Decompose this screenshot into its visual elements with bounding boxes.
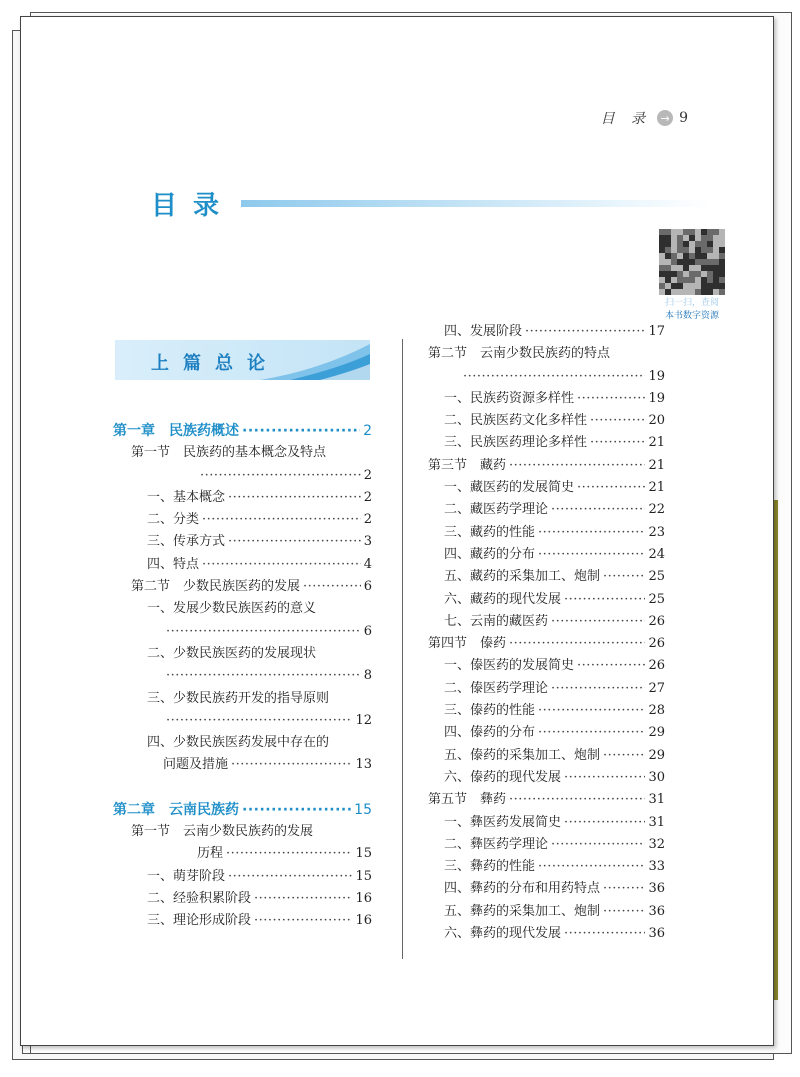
toc-entry-page: 4 <box>363 556 372 572</box>
toc-entry-page: 31 <box>648 792 665 808</box>
toc-entry-page: 22 <box>648 502 665 518</box>
toc-entry-item[interactable] <box>113 643 372 665</box>
toc-entry-item[interactable] <box>410 544 665 566</box>
toc-entry-title: 三、理论形成阶段 <box>147 913 252 929</box>
toc-entry-title: 一、发展少数民族医药的意义 <box>147 601 317 617</box>
toc-entry-item[interactable] <box>410 432 665 454</box>
toc-entry-title: 第二节 云南少数民族药的特点 <box>428 346 611 362</box>
toc-entry-cont-item[interactable] <box>113 710 372 732</box>
toc-entry-item[interactable] <box>410 321 665 343</box>
toc-entry-item[interactable] <box>113 910 372 932</box>
toc-entry-cont-item[interactable] <box>410 366 665 388</box>
toc-entry-cont-section[interactable] <box>113 465 372 487</box>
toc-entry-item[interactable] <box>410 566 665 588</box>
toc-entry-title: 第五节 彝药 <box>428 792 507 808</box>
toc-entry-title: 一、民族药资源多样性 <box>444 390 575 406</box>
dot-leader <box>603 878 645 900</box>
part-banner <box>115 340 370 380</box>
toc-entry-page: 8 <box>363 668 372 684</box>
toc-entry-title: 第一节 民族药的基本概念及特点 <box>131 445 327 461</box>
toc-entry-item[interactable] <box>410 611 665 633</box>
toc-entry-page: 26 <box>648 658 665 674</box>
running-header <box>601 108 688 128</box>
title-decoration-bar <box>241 200 711 207</box>
toc-entry-title: 四、彝药的分布和用药特点 <box>444 881 601 897</box>
toc-entry-title: 二、少数民族医药的发展现状 <box>147 645 317 661</box>
toc-entry-title: 七、云南的藏医药 <box>444 613 549 629</box>
toc-entry-cont-item[interactable] <box>113 665 372 687</box>
dot-leader <box>590 432 645 454</box>
dot-leader <box>166 710 352 732</box>
toc-spacer <box>113 777 372 799</box>
toc-entry-item[interactable] <box>113 598 372 620</box>
toc-entry-title: 第三节 藏药 <box>428 457 507 473</box>
dot-leader <box>525 321 645 343</box>
toc-entry-cont-item[interactable] <box>113 621 372 643</box>
toc-entry-page: 16 <box>355 890 372 906</box>
toc-entry-page: 25 <box>648 591 665 607</box>
toc-entry-section[interactable] <box>410 343 665 365</box>
toc-entry-title: 四、傣药的分布 <box>444 725 536 741</box>
toc-entry-title: 第一章 民族药概述 <box>113 423 239 439</box>
toc-entry-page: 36 <box>648 903 665 919</box>
dot-leader <box>228 531 361 553</box>
dot-leader <box>228 866 352 888</box>
toc-entry-title: 六、傣药的现代发展 <box>444 769 562 785</box>
column-divider <box>402 339 403 959</box>
toc-entry-item[interactable] <box>410 878 665 900</box>
dot-leader <box>166 621 361 643</box>
toc-entry-title: 二、藏医药学理论 <box>444 502 549 518</box>
toc-entry-section[interactable] <box>410 455 665 477</box>
toc-entry-page: 32 <box>648 836 665 852</box>
toc-entry-item[interactable] <box>113 732 372 754</box>
dot-leader <box>564 589 645 611</box>
dot-leader <box>242 420 360 442</box>
dot-leader <box>577 388 645 410</box>
toc-entry-title: 三、傣药的性能 <box>444 703 536 719</box>
toc-entry-chapter[interactable] <box>113 799 372 821</box>
toc-entry-page: 15 <box>355 868 372 884</box>
toc-entry-title: 二、民族医药文化多样性 <box>444 413 588 429</box>
toc-entry-item[interactable] <box>410 722 665 744</box>
toc-entry-page: 2 <box>363 467 372 483</box>
toc-entry-item[interactable] <box>113 509 372 531</box>
toc-entry-page: 2 <box>363 423 372 439</box>
toc-entry-item[interactable] <box>410 745 665 767</box>
toc-entry-page: 26 <box>648 613 665 629</box>
toc-entry-page: 25 <box>648 569 665 585</box>
dot-leader <box>509 633 645 655</box>
toc-entry-title: 三、民族医药理论多样性 <box>444 435 588 451</box>
toc-entry-page: 13 <box>355 757 372 773</box>
dot-leader <box>231 754 352 776</box>
dot-leader <box>603 745 645 767</box>
toc-entry-page: 31 <box>648 814 665 830</box>
toc-entry-title: 历程 <box>197 846 224 862</box>
dot-leader <box>202 554 361 576</box>
toc-entry-page: 29 <box>648 725 665 741</box>
toc-entry-item[interactable] <box>410 388 665 410</box>
toc-entry-title: 五、藏药的采集加工、炮制 <box>444 569 601 585</box>
toc-entry-title: 六、彝药的现代发展 <box>444 926 562 942</box>
toc-entry-title: 三、藏药的性能 <box>444 524 536 540</box>
dot-leader <box>509 789 645 811</box>
dot-leader <box>254 888 352 910</box>
toc-entry-title: 三、少数民族药开发的指导原则 <box>147 690 330 706</box>
qr-code-icon[interactable] <box>659 229 725 295</box>
dot-leader <box>551 834 645 856</box>
toc-entry-item[interactable] <box>113 531 372 553</box>
toc-entry-title: 二、经验积累阶段 <box>147 890 252 906</box>
toc-entry-page: 19 <box>648 390 665 406</box>
toc-entry-page: 36 <box>648 881 665 897</box>
toc-entry-title: 三、传承方式 <box>147 534 226 550</box>
toc-entry-page: 26 <box>648 636 665 652</box>
toc-left-column <box>113 420 372 933</box>
dot-leader <box>603 566 645 588</box>
toc-entry-item[interactable] <box>410 477 665 499</box>
dot-leader <box>226 843 352 865</box>
toc-entry-item[interactable] <box>410 812 665 834</box>
toc-entry-section[interactable] <box>113 442 372 464</box>
toc-entry-title: 四、少数民族医药发展中存在的 <box>147 735 330 751</box>
dot-leader <box>538 544 645 566</box>
arrow-right-icon: → <box>657 110 673 126</box>
dot-leader <box>538 522 645 544</box>
toc-entry-page: 17 <box>648 324 665 339</box>
toc-entry-cont-section[interactable] <box>113 843 372 865</box>
toc-entry-page: 29 <box>648 747 665 763</box>
running-title: 目 录 <box>600 111 652 127</box>
dot-leader <box>603 901 645 923</box>
toc-entry-item[interactable] <box>410 700 665 722</box>
dot-leader <box>509 455 645 477</box>
toc-entry-page: 28 <box>648 703 665 719</box>
qr-scan-text: 扫一扫，查阅 <box>664 298 719 308</box>
toc-entry-section[interactable] <box>410 633 665 655</box>
toc-entry-page: 21 <box>648 480 665 496</box>
toc-entry-title: 一、萌芽阶段 <box>147 868 226 884</box>
dot-leader <box>551 499 645 521</box>
qr-caption-text: 本书数字资源 <box>664 311 719 321</box>
toc-entry-item[interactable] <box>113 888 372 910</box>
dot-leader <box>564 767 645 789</box>
dot-leader <box>551 611 645 633</box>
toc-entry-item[interactable] <box>410 678 665 700</box>
toc-entry-title: 一、傣医药的发展简史 <box>444 658 575 674</box>
toc-entry-page: 2 <box>363 512 372 528</box>
dot-leader <box>303 576 361 598</box>
toc-entry-page: 30 <box>648 769 665 785</box>
toc-entry-title: 一、彝医药发展简史 <box>444 814 562 830</box>
toc-entry-title: 五、彝药的采集加工、炮制 <box>444 903 601 919</box>
toc-entry-title: 三、彝药的性能 <box>444 859 536 875</box>
toc-entry-item[interactable] <box>410 499 665 521</box>
toc-entry-page: 16 <box>355 913 372 929</box>
toc-entry-page: 6 <box>363 579 372 595</box>
toc-entry-item[interactable] <box>410 655 665 677</box>
toc-entry-section[interactable] <box>113 821 372 843</box>
toc-entry-item[interactable] <box>113 487 372 509</box>
toc-entry-item[interactable] <box>410 767 665 789</box>
toc-entry-title: 一、基本概念 <box>147 489 226 505</box>
toc-entry-page: 21 <box>648 435 665 451</box>
toc-entry-page: 21 <box>648 457 665 473</box>
toc-entry-page: 2 <box>363 489 372 505</box>
toc-entry-item[interactable] <box>113 688 372 710</box>
toc-entry-page: 12 <box>355 712 372 728</box>
qr-caption <box>649 297 735 323</box>
toc-right-column <box>410 321 665 945</box>
toc-entry-title: 一、藏医药的发展简史 <box>444 480 575 496</box>
page-number: 9 <box>679 110 688 126</box>
toc-entry-item[interactable] <box>113 554 372 576</box>
toc-entry-title: 四、藏药的分布 <box>444 546 536 562</box>
toc-entry-title: 第四节 傣药 <box>428 636 507 652</box>
toc-entry-page: 15 <box>354 801 372 818</box>
toc-entry-page: 19 <box>648 368 665 384</box>
toc-entry-title: 二、分类 <box>147 512 200 528</box>
dot-leader <box>463 366 645 388</box>
page-title: 目录 <box>151 191 236 221</box>
dot-leader <box>200 465 361 487</box>
dot-leader <box>564 812 645 834</box>
toc-entry-item[interactable] <box>410 589 665 611</box>
dot-leader <box>538 700 645 722</box>
toc-entry-page: 36 <box>648 926 665 942</box>
toc-entry-chapter[interactable] <box>113 420 372 442</box>
dot-leader <box>242 799 351 821</box>
toc-entry-item[interactable] <box>410 923 665 945</box>
toc-entry-page: 24 <box>648 546 665 562</box>
dot-leader <box>551 678 645 700</box>
toc-entry-title: 二、傣医药学理论 <box>444 680 549 696</box>
dot-leader <box>577 655 645 677</box>
dot-leader <box>254 910 352 932</box>
toc-entry-section[interactable] <box>410 789 665 811</box>
dot-leader <box>202 509 361 531</box>
toc-entry-item[interactable] <box>410 834 665 856</box>
toc-entry-title: 第二节 少数民族医药的发展 <box>131 579 301 595</box>
toc-entry-item[interactable] <box>410 522 665 544</box>
toc-entry-title: 五、傣药的采集加工、炮制 <box>444 747 601 763</box>
toc-entry-page: 20 <box>648 413 665 429</box>
toc-entry-item[interactable] <box>410 856 665 878</box>
toc-entry-page: 6 <box>363 623 372 639</box>
toc-entry-page: 3 <box>363 534 372 550</box>
toc-entry-page: 23 <box>648 524 665 540</box>
toc-entry-title: 四、发展阶段 <box>444 324 523 339</box>
toc-entry-title: 六、藏药的现代发展 <box>444 591 562 607</box>
toc-entry-title: 问题及措施 <box>163 757 229 773</box>
toc-entry-page: 33 <box>648 859 665 875</box>
toc-entry-page: 15 <box>355 846 372 862</box>
toc-entry-item[interactable] <box>113 866 372 888</box>
dot-leader <box>590 410 645 432</box>
part-banner-title: 上篇总论 <box>151 353 279 374</box>
toc-entry-title: 第一节 云南少数民族药的发展 <box>131 824 314 840</box>
dot-leader <box>166 665 361 687</box>
dot-leader <box>538 722 645 744</box>
dot-leader <box>564 923 645 945</box>
toc-entry-section[interactable] <box>113 576 372 598</box>
dot-leader <box>538 856 645 878</box>
toc-entry-title: 二、彝医药学理论 <box>444 836 549 852</box>
toc-entry-cont-item[interactable] <box>113 754 372 776</box>
toc-entry-page: 27 <box>648 680 665 696</box>
toc-entry-title: 第二章 云南民族药 <box>113 801 239 818</box>
dot-leader <box>577 477 645 499</box>
toc-entry-item[interactable] <box>410 410 665 432</box>
toc-entry-title: 四、特点 <box>147 556 200 572</box>
dot-leader <box>228 487 361 509</box>
toc-entry-item[interactable] <box>410 901 665 923</box>
